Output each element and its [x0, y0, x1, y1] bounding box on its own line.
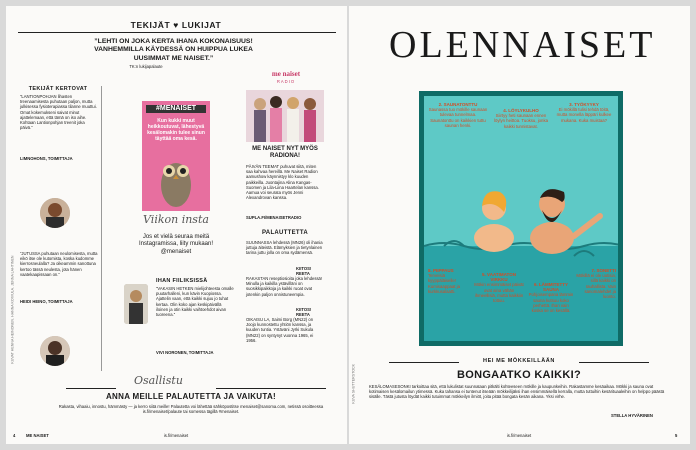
- instagram-script: Viikon insta: [143, 213, 209, 226]
- right-page: [349, 6, 690, 444]
- left-page: [6, 6, 347, 444]
- palaute-heading: PALAUTTETTA: [261, 230, 309, 236]
- fiilis-heading: IHAN FIILIKSISSÄ: [156, 278, 208, 284]
- sauna-scene: [424, 96, 618, 341]
- fiilis-name: VIVI NORONEN, TOIMITTAJA: [156, 350, 214, 355]
- footer-page-number-right: 5: [675, 433, 678, 438]
- bubble-6: 6. LÄMMITETTY SAUNA Pohjoisempana lämmin sauna kutsuu koko perhettä. Ihan vain koska se on kesällä.: [528, 282, 574, 314]
- bubble-1: 2. SAUNATONTTU Saunassa tuo mökille saunaan tulevaa tunnelmaa. Saunatonttu on kaikkien tuttu saunan henki.: [428, 102, 488, 128]
- palaute-name-2: KIITOS! REETA: [296, 307, 312, 318]
- kicker: HEI ME MÖKKEILLÄÄN: [483, 358, 555, 364]
- reader-quote: ”LEHTI ON JOKA KERTA IHANA KOKONAISUUS! VANHEMMILLA KÄYDESSÄ ON HUIPPUA LUKEA UUSIMMAT ME NAISET.”: [94, 38, 253, 62]
- photo-credits: KUVAT HENNA HEINONEN, HANNA KOIVULA, JENNA LAHTINEN: [10, 255, 15, 364]
- fiilis-text: ”VAKASIN HETKEN mielijohteesta omalle puutarhalleni, kun kävin Kuopiossa. Ajattelin vaan, että kaikki sujuu jo tuhat kertaa. Olin koko ajan keskipäivällä iloinen ja otin kaikki vaihtoehdot aivan tuoreena.”: [156, 286, 234, 318]
- kicker-rule-right: [579, 362, 649, 363]
- palaute-name-1: KIITOS! REETA: [296, 266, 312, 277]
- radio-sub: RADIO: [276, 79, 296, 84]
- radio-site[interactable]: SUPLA.FI/MENAISETRADIO: [246, 215, 302, 220]
- owl-icon: [156, 151, 196, 209]
- bubble-4: 8. PIIPPAUS Terveisiä kyyppäläiselle! Kumisaappaat ja kurkkusalaatti.: [428, 268, 461, 294]
- lead-text: KESÄLOMASESONKI tarkoittaa sitä, että lukulistat suunnataan pitkälti kohteeseen mökille ja kaupunkeihin. Rakastamme kesäaikaa. Mökki ja sauna ovat kotimaisen kesälomailun ytimessä. Kuka tahansa ei tuntenut itseään mökkeilijäksi ihan ensimmäisellä kerralla, mutta tuttuihin kesärituaaleihin on helppo päästä sisälle. Tästä jutusta löydät kaikki tutuimmat mökkeilyn ilmiöt, joita pitää bongata kesän aikana. Yksi virhe.: [369, 384, 665, 400]
- author-photo-1: [40, 198, 70, 228]
- radio-logo: me naiset: [271, 70, 301, 78]
- cta-rule-right: [216, 388, 326, 389]
- radio-heading: ME NAISET NYT MYÖS RADIONA!: [252, 146, 318, 160]
- osallistu-script: Osallistu: [134, 374, 183, 387]
- lead-name: STELLA HYVÄRINEN: [611, 413, 653, 418]
- bubble-2: 4. LÖYLYKULHO Siirtyy heti saunaan ennen löylyn heittoa. Tuoksu, jonka kaikki tunnistavat.: [494, 108, 548, 129]
- kicker-rule-left: [389, 362, 459, 363]
- header-rule: [18, 32, 336, 33]
- tekijat-name-1: LIMNOHONS, TOIMITTAJA: [20, 156, 73, 161]
- column-divider: [101, 86, 102, 371]
- image-credit: KUVA SHUTTERSTOCK: [351, 363, 356, 404]
- headline: BONGAATKO KAIKKI?: [456, 369, 582, 381]
- footer-brand: ME NAISET: [26, 433, 49, 438]
- tekijat-name-2: HEIDI HEINO, TOIMITTAJA: [20, 299, 73, 304]
- palaute-text-2: RAKASTAN reseptiosioita joka lehdessä! Minulla ja kaikilla ystävilläni on suosikkipaikkoja ja kaikki ruoat ovat jotenkin paljon onnistuneempia.: [246, 276, 323, 297]
- footer-page-number: 4: [13, 433, 16, 438]
- cta-title: ANNA MEILLE PALAUTETTA JA VAIKUTA!: [105, 392, 277, 401]
- footer-url-right[interactable]: is.fi/menaiset: [506, 433, 532, 438]
- pool-illustration: [419, 91, 623, 346]
- footer-url[interactable]: is.fi/menaiset: [163, 433, 189, 438]
- quote-source: TK:n lukijapalaute: [129, 64, 163, 69]
- instagram-tag: #MENAISET: [146, 105, 206, 113]
- bubble-7: 7. SONETTI Mökillä ei ole uutisia, sillä kaikki on rauhallista. Vain sanomalehdet ja luonto.: [576, 268, 616, 300]
- bubble-5: 5. VAATIMATON VIRKKU Mökin ensimmäiset päivät ovat aina vähän ihmeellisiä, mutta kaikkiin tottuu.: [474, 272, 524, 304]
- author-photo-2: [40, 336, 70, 366]
- palaute-text-3: OIKAISU LA, Saimi Borg (MN22) on Joojo kunnostettu yhtiön kanssa, ja kuuden tuntia. Ystäväni Jyrki Sukula (MN22) on syntynyt vuonna 1965, ei 1956.: [246, 317, 314, 343]
- cta-text: Rakasta, vihaaiu, innostu, hämmästy — ja kerro siitä meille! Palautetta voi lähettää sähköpostitse menaiset@sanoma.com, netissä osoitteessa is.fi/menaiset/palaute tai somessa tägillä #menaiset.: [58, 404, 324, 415]
- instagram-card-text: Kun kukki muut heikkoutuvat, lähestyvä kesälomakin tulee sinun täyttää oma kesä.: [147, 118, 205, 142]
- tekijat-text-2: ”JUTUSSA puhutaan neulomisesta, mutta eikö itse ole kutomista, koska kudomme kierrosneulalla? Ja oikeammin sanottuna kertoo tässä neulesta, jota hänen vaatekaapissaan on.”: [20, 251, 98, 277]
- page-title: OLENNAISET: [389, 24, 656, 66]
- fiilis-photo: [124, 284, 148, 324]
- radio-text: PÄIVÄN TEEMAT puhuvat siitä, miten saa kahvaa hereillä. Me Naiset Radion aamushow käynnistyy klo kuuden paikkeilla. Juontajina Alina Kangas-Suomen ja Lila-Liina Haartelan kanssa. Aamua voi seurata myös Jenni Alexandrovan kanssa.: [246, 164, 319, 201]
- tekijat-heading: TEKIJÄT KERTOVAT: [28, 86, 88, 92]
- cta-rule-left: [66, 388, 116, 389]
- bubble-3: 3. TYÖKYYKY Ei mökillä tulisi tehdä töitä, mutta monella läppäri kulkee mukana. Kuka muistaa?: [556, 102, 612, 123]
- instagram-post[interactable]: [142, 101, 210, 211]
- tekijat-text-1: ”LANTIONPOHJAN lihasten treenaamisesta puhutaan paljon, mutta julkisessa fysioterapiassa tilanne muuttui. Omat kokemukseni saivat minut ajattelemaan, että tämä on iso aihe. Kohtaan Lantionpohjan treenit joka päivä.”: [20, 94, 97, 131]
- instagram-text: Jos et vielä seuraa meitä Instagramissa, liity mukaan! @menaiset: [138, 234, 214, 255]
- palaute-text-1: SUUNNASSA lehdessä (MN26) oli ihania juttuja äiteistä. Elämyksien ja tietynlainen tarina juttu jolla on oma sydämensä.: [246, 240, 323, 256]
- radio-hosts-photo: [246, 90, 324, 142]
- left-header: TEKIJÄT ♥ LUKIJAT: [130, 20, 222, 30]
